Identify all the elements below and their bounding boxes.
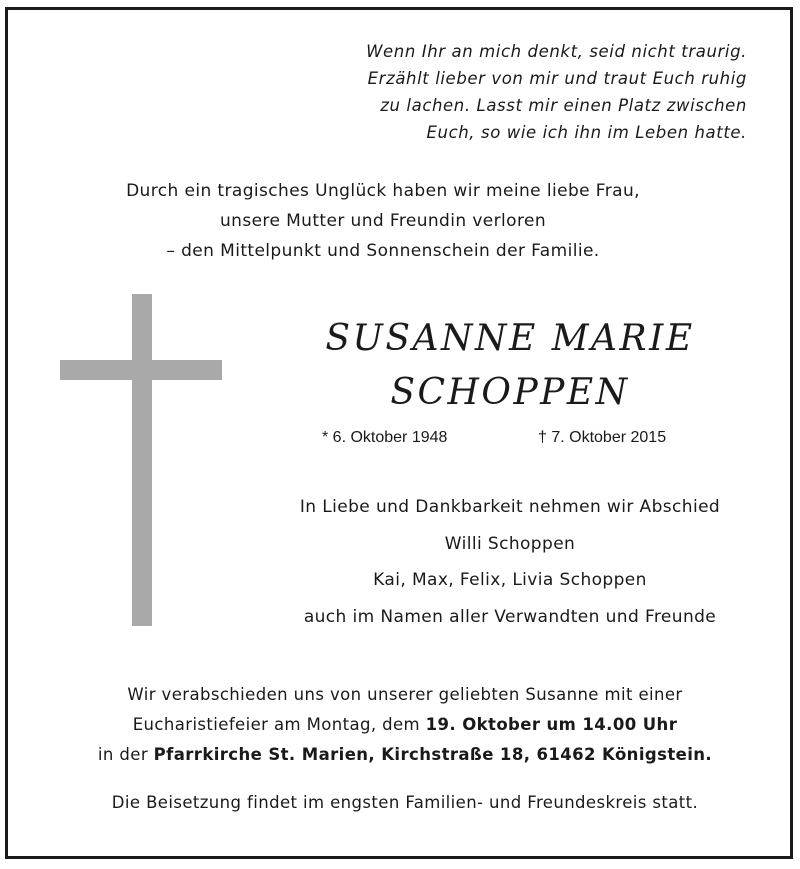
service-line-1: Wir verabschieden uns von unserer geliebten Susanne mit einer <box>127 685 683 704</box>
poem-line: Euch, so wie ich ihn im Leben hatte. <box>426 123 747 142</box>
cross-horizontal-bar <box>60 360 222 380</box>
intro-line: Durch ein tragisches Unglück haben wir meine liebe Frau, <box>126 181 640 201</box>
mourners <box>245 489 775 635</box>
poem <box>317 38 747 146</box>
service-line-3 <box>0 740 800 770</box>
intro-text <box>0 176 766 266</box>
deceased-name <box>260 312 760 420</box>
poem-line: zu lachen. Lasst mir einen Platz zwischen <box>380 96 747 115</box>
burial-info: Die Beisetzung findet im engsten Familien- und Freundeskreis statt. <box>111 793 699 812</box>
death-date: † 7. Oktober 2015 <box>538 429 667 446</box>
name-line-1: SUSANNE MARIE <box>325 318 695 359</box>
cross-icon <box>60 294 222 626</box>
mourner-name: Willi Schoppen <box>444 533 576 554</box>
poem-line: Erzählt lieber von mir und traut Euch ruhig <box>367 69 747 88</box>
farewell-line: In Liebe und Dankbarkeit nehmen wir Abschied <box>299 497 721 517</box>
mourner-name: Kai, Max, Felix, Livia Schoppen <box>373 570 647 590</box>
service-text: Eucharistiefeier am Montag, dem <box>132 715 426 734</box>
service-text: in der <box>97 745 154 764</box>
service-location: Pfarrkirche St. Marien, Kirchstraße 18, 61462 Königstein. <box>153 745 713 764</box>
service-info <box>0 680 800 770</box>
name-line-2: SCHOPPEN <box>390 372 630 413</box>
birth-date: * 6. Oktober 1948 <box>322 429 448 446</box>
service-date-time: 19. Oktober um 14.00 Uhr <box>425 715 678 734</box>
intro-line: unsere Mutter und Freundin verloren <box>219 211 547 231</box>
cross-vertical-bar <box>132 294 152 626</box>
service-line-2 <box>0 710 800 740</box>
intro-line: – den Mittelpunkt und Sonnenschein der Familie. <box>166 241 600 261</box>
poem-line: Wenn Ihr an mich denkt, seid nicht traurig. <box>366 42 747 61</box>
relatives-line: auch im Namen aller Verwandten und Freunde <box>303 606 717 627</box>
